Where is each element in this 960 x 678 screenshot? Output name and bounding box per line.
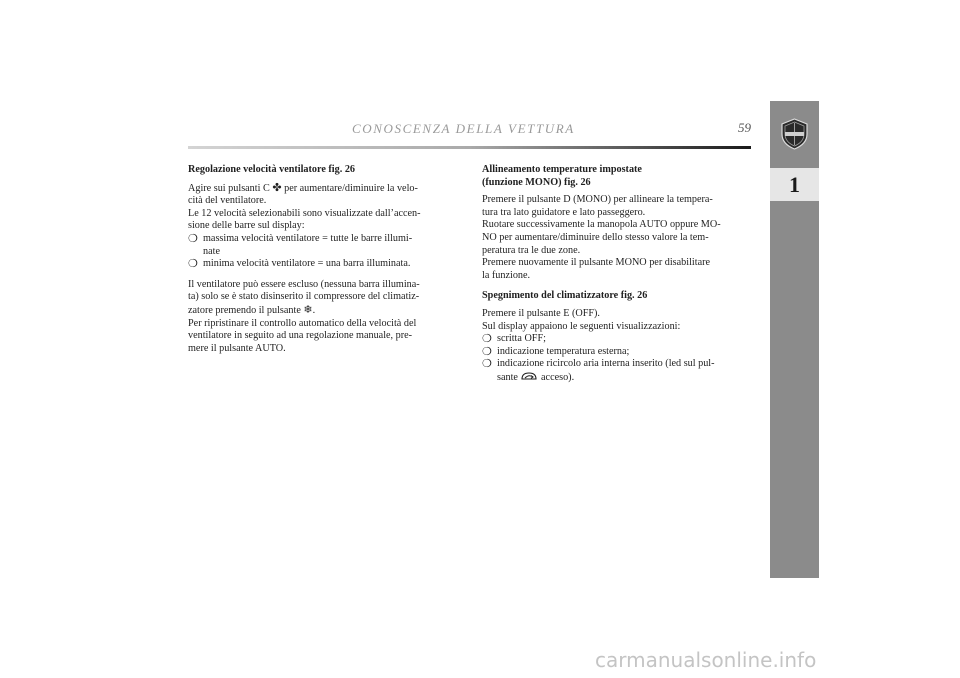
paragraph-line: Le 12 velocità selezionabili sono visualizzate dall’accen-	[188, 207, 421, 219]
lancia-shield-logo-icon	[780, 118, 809, 150]
paragraph-line: la funzione.	[482, 269, 531, 281]
text-run: .	[312, 304, 316, 316]
bullet-mark: ❍	[188, 232, 198, 245]
paragraph-line: peratura tra le due zone.	[482, 244, 581, 256]
paragraph-line: ta) solo se è stato disinserito il compressore del climatiz-	[188, 291, 420, 303]
text-run: per aumentare/diminuire la velo-	[281, 182, 418, 194]
list-item-text	[497, 371, 757, 385]
paragraph-line	[188, 182, 463, 196]
paragraph-line: Premere il pulsante E (OFF).	[482, 307, 600, 319]
paragraph-line: NO per aumentare/diminuire dello stesso valore la tem-	[482, 231, 709, 243]
fan-icon: ✤	[272, 181, 282, 194]
list-item-text: nate	[203, 245, 220, 257]
air-recirculation-icon	[520, 371, 538, 381]
section-heading-mono: (funzione MONO) fig. 26	[482, 176, 591, 188]
section-heading-fan-speed: Regolazione velocità ventilatore fig. 26	[188, 164, 356, 175]
chapter-number-box	[770, 168, 819, 201]
list-item	[482, 333, 757, 346]
bullet-mark: ❍	[482, 333, 492, 346]
chapter-number: 1	[789, 171, 800, 197]
paragraph-line: sione delle barre sul display:	[188, 220, 305, 232]
bullet-mark: ❍	[482, 358, 492, 371]
list-item-text: minima velocità ventilatore = una barra illuminata.	[203, 258, 411, 270]
list-item	[482, 358, 757, 384]
paragraph-line: Per ripristinare il controllo automatico della velocità del	[188, 317, 417, 329]
paragraph-line: Ruotare successivamente la manopola AUTO oppure MO-	[482, 219, 721, 231]
left-column	[188, 164, 463, 355]
list-item	[188, 233, 463, 258]
bullet-mark: ❍	[482, 345, 492, 358]
right-column	[482, 164, 757, 385]
paragraph-line: Il ventilatore può essere escluso (nessuna barra illumina-	[188, 278, 420, 290]
list-item-text: indicazione temperatura esterna;	[497, 345, 630, 357]
list-item	[188, 258, 463, 271]
paragraph-line: Sul display appaiono le seguenti visualizzazioni:	[482, 320, 681, 332]
running-header-title: CONOSCENZA DELLA VETTURA	[352, 121, 575, 136]
bullet-mark: ❍	[188, 258, 198, 271]
logo-box	[770, 101, 819, 165]
list-item-text: massima velocità ventilatore = tutte le barre illumi-	[203, 232, 413, 244]
section-heading-climate-off: Spegnimento del climatizzatore fig. 26	[482, 290, 648, 302]
section-heading-mono: Allineamento temperature impostate	[482, 164, 642, 175]
snowflake-icon: ❄	[303, 303, 313, 316]
paragraph-line	[188, 304, 463, 318]
paragraph-line: tura tra lato guidatore e lato passeggero.	[482, 206, 646, 218]
list-item-text: indicazione ricircolo aria interna inserito (led sul pul-	[497, 358, 715, 370]
paragraph-line: Premere il pulsante D (MONO) per allineare la tempera-	[482, 194, 713, 206]
header-rule	[188, 146, 751, 149]
watermark: carmanualsonline.info	[595, 648, 817, 672]
text-run: sante	[497, 371, 521, 383]
paragraph-line: Premere nuovamente il pulsante MONO per disabilitare	[482, 257, 711, 269]
text-run: zatore premendo il pulsante	[188, 304, 304, 316]
paragraph-line: mere il pulsante AUTO.	[188, 342, 286, 354]
list-item	[482, 346, 757, 359]
paragraph-line: ventilatore in seguito ad una regolazione manuale, pre-	[188, 330, 413, 342]
text-run: Agire sui pulsanti C	[188, 182, 273, 194]
paragraph-line: cità del ventilatore.	[188, 195, 267, 207]
page-number: 59	[738, 120, 751, 135]
list-item-text: scritta OFF;	[497, 333, 546, 345]
text-run: acceso).	[538, 371, 575, 383]
